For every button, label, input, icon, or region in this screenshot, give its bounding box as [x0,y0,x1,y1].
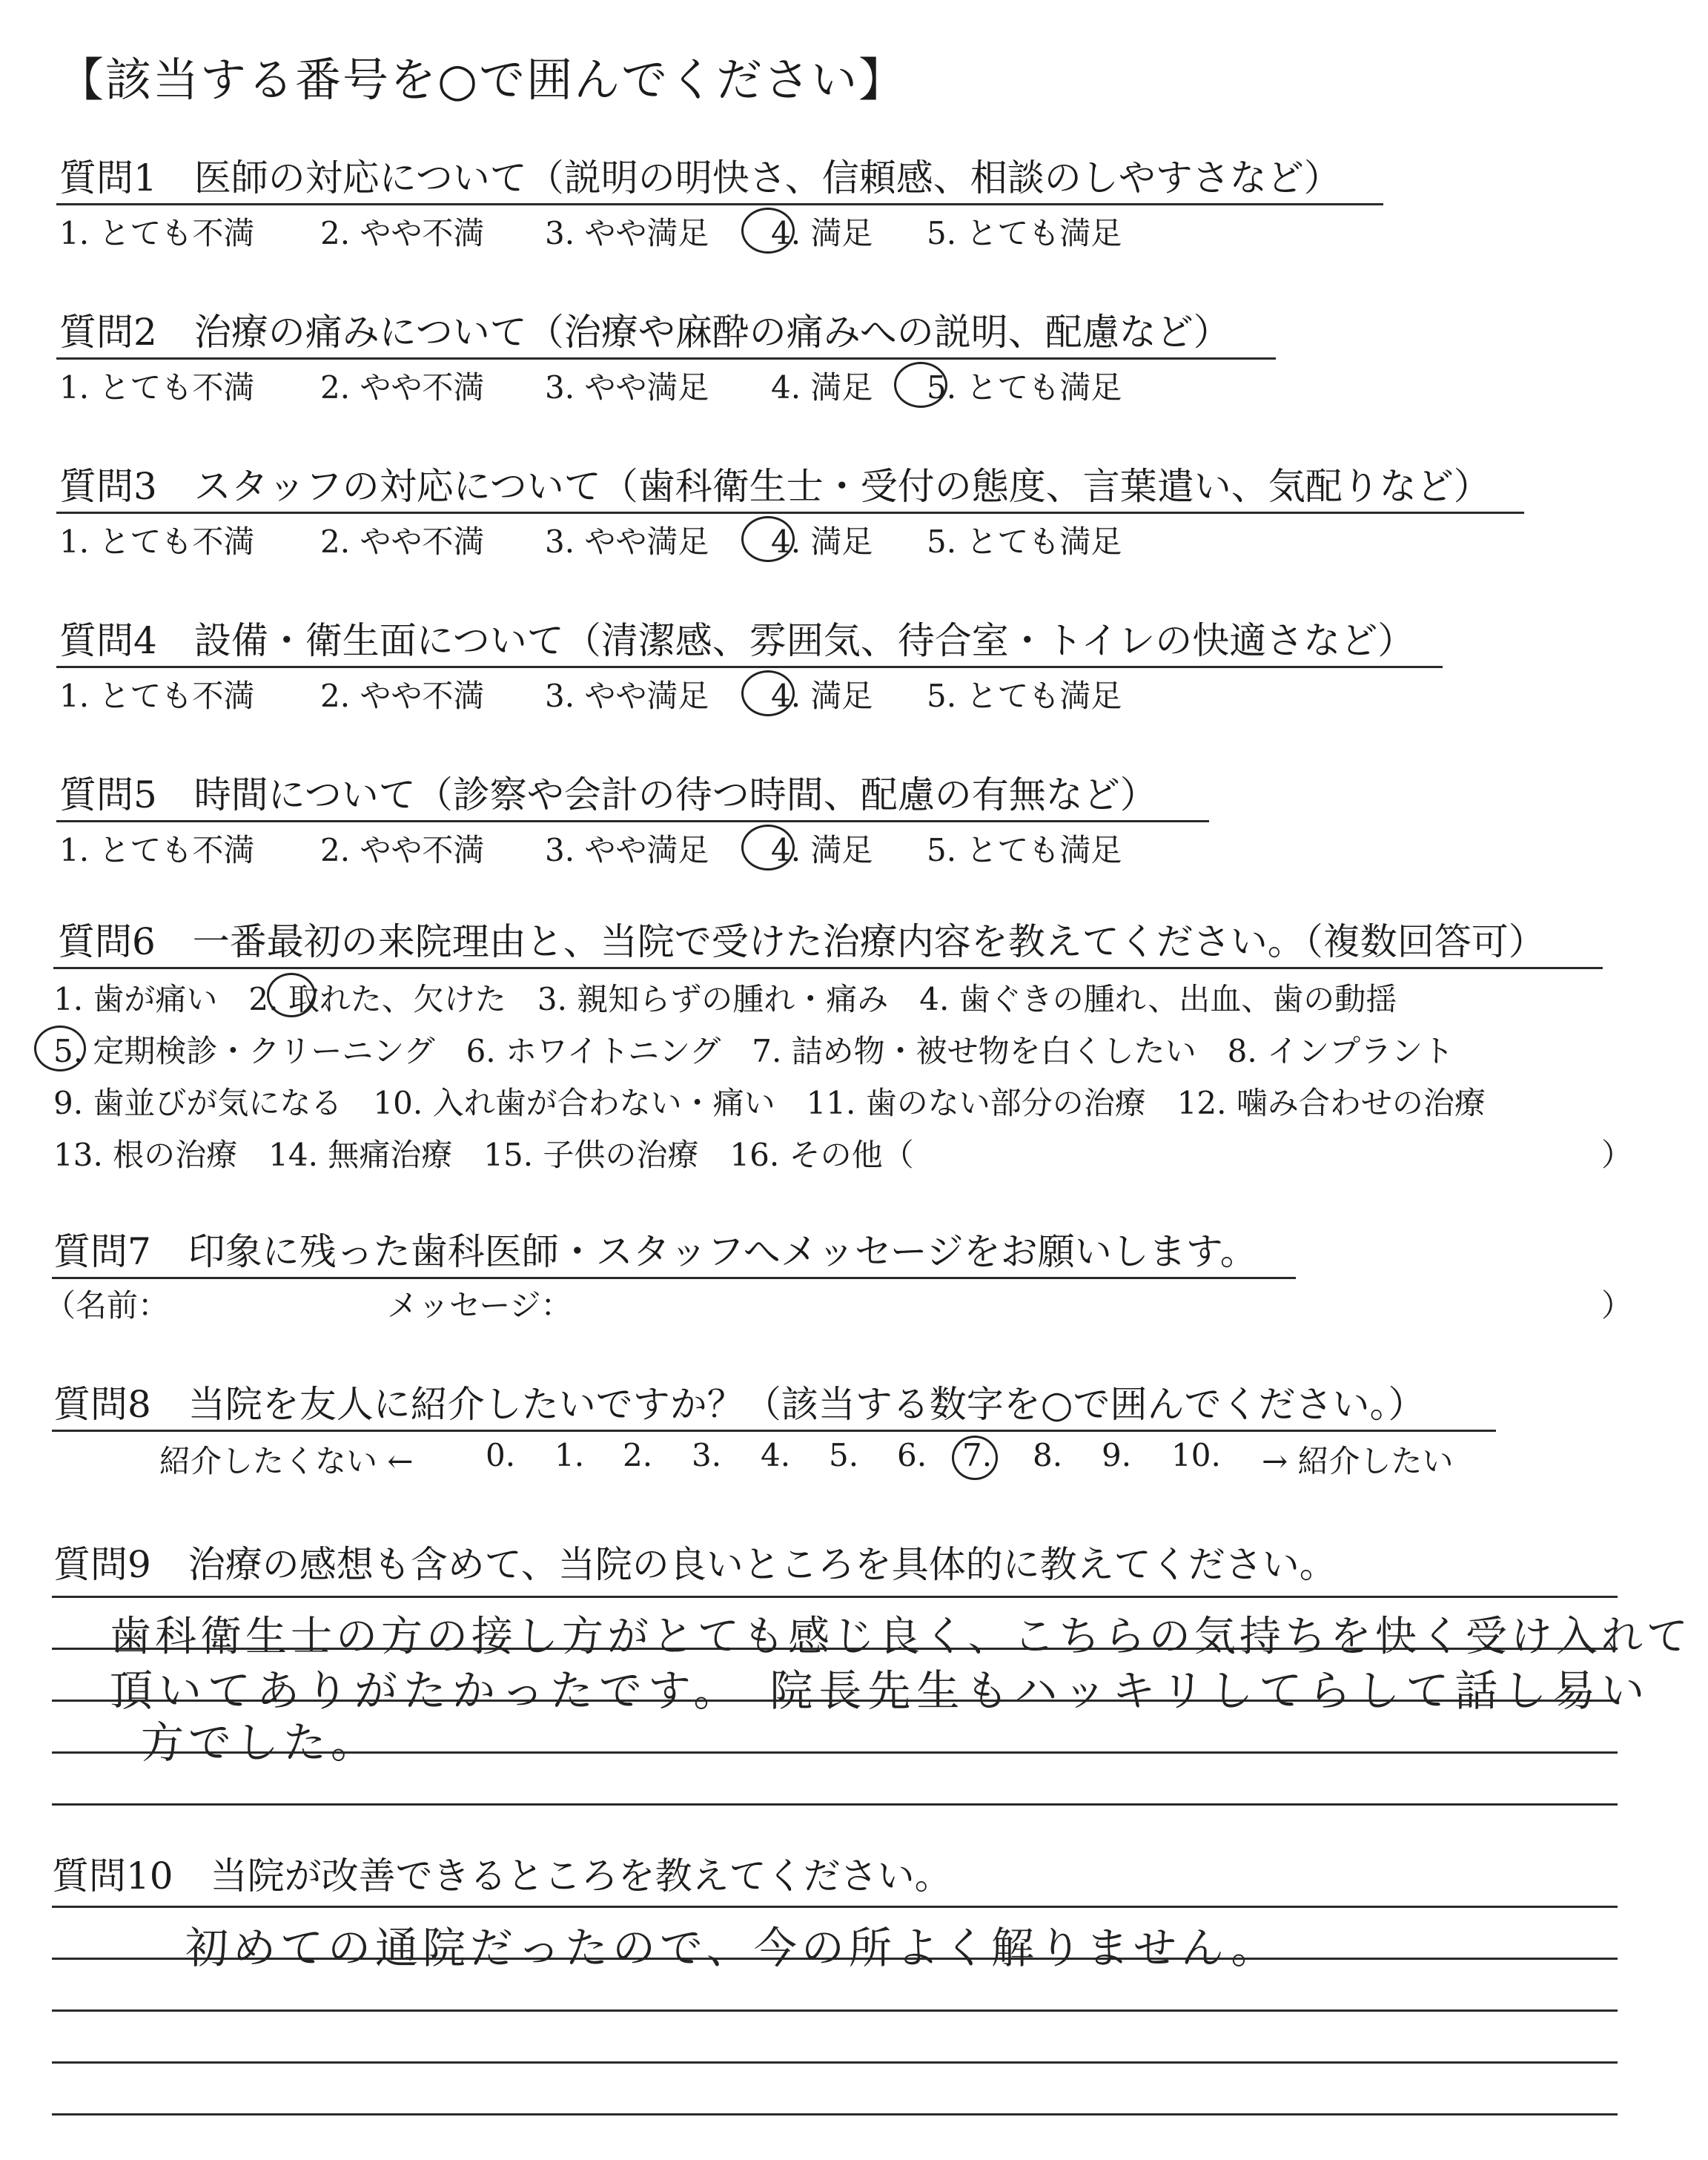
q9-answer-line-2: 頂いてありがたかったです。 院長先生もハッキリしてらして話し易い [110,1665,1651,1716]
q1-option-5: 5. とても満足 [927,215,1122,251]
q8-number-7: 7. [962,1437,993,1473]
q5-selected-circle [741,825,795,871]
q8-number-4: 4. [761,1437,791,1473]
q9-answer-line-1: 歯科衛生士の方の接し方がとても感じ良く、こちらの気持ちを快く受け入れて [110,1613,1692,1661]
q10-line-1 [52,1906,1618,1908]
q2-option-5: 5. とても満足 [927,369,1122,406]
q8-label: 質問8 当院を友人に紹介したいですか？（該当する数字を○で囲んでください。） [53,1383,1426,1426]
q3-option-1: 1. とても不満 [59,524,255,560]
q5-underline [56,820,1209,822]
q8-number-2: 2. [623,1437,653,1473]
q8-number-10: 10. [1171,1437,1221,1473]
q9-line-5 [52,1803,1618,1806]
q8-left-label: 紹介したくない ← [159,1443,414,1479]
q9-line-1 [52,1596,1618,1598]
q1-underline [56,203,1383,205]
q8-number-0: 0. [486,1437,516,1473]
q6-selected-circle-2 [267,973,316,1017]
q3-option-5: 5. とても満足 [927,524,1122,560]
q8-number-5: 5. [829,1437,859,1473]
q3-underline [56,512,1524,514]
q7-underline [52,1277,1296,1279]
q8-number-1: 1. [555,1437,585,1473]
q6-row-4-close: ） [1601,1137,1633,1173]
q3-option-3: 3. やや満足 [545,524,709,560]
q3-option-4: 4. 満足 [771,524,873,560]
q4-option-5: 5. とても満足 [927,678,1122,714]
q3-selected-circle [741,516,795,562]
q7-name-label: （名前： [44,1287,170,1324]
q1-option-3: 3. やや満足 [545,215,709,251]
q7-message-label: メッセージ： [387,1287,572,1324]
q10-label: 質問10 当院が改善できるところを教えてください。 [52,1855,952,1898]
q10-line-5 [52,2113,1618,2116]
q8-number-6: 6. [897,1437,927,1473]
q1-label: 質問1 医師の対応について（説明の明快さ、信頼感、相談のしやすさなど） [59,156,1341,199]
q1-selected-circle [741,208,795,254]
q3-label: 質問3 スタッフの対応について（歯科衛生士・受付の態度、言葉遣い、気配りなど） [59,465,1491,508]
q4-option-4: 4. 満足 [771,678,873,714]
q2-label: 質問2 治療の痛みについて（治療や麻酔の痛みへの説明、配慮など） [59,311,1231,354]
q2-option-3: 3. やや満足 [545,369,709,406]
q4-label: 質問4 設備・衛生面について（清潔感、雰囲気、待合室・トイレの快適さなど） [59,619,1415,662]
q6-selected-circle-5 [34,1025,86,1071]
q4-option-2: 2. やや不満 [320,678,485,714]
q2-option-2: 2. やや不満 [320,369,485,406]
q4-selected-circle [741,670,795,716]
q5-option-3: 3. やや満足 [545,832,709,868]
q6-row-2: 5. 定期検診・クリーニング 6. ホワイトニング 7. 詰め物・被せ物を白くしたい 8. インプラント [53,1033,1454,1069]
q8-right-label: → 紹介したい [1262,1443,1454,1479]
q2-option-4: 4. 満足 [771,369,873,406]
q6-row-3: 9. 歯並びが気になる 10. 入れ歯が合わない・痛い 11. 歯のない部分の治療 12. 噛み合わせの治療 [53,1085,1486,1121]
q8-underline [52,1430,1496,1432]
q5-option-5: 5. とても満足 [927,832,1122,868]
q8-selected-circle [952,1436,998,1480]
q5-option-4: 4. 満足 [771,832,873,868]
q10-line-4 [52,2061,1618,2064]
q4-option-3: 3. やや満足 [545,678,709,714]
page-title: 【該当する番号を○で囲んでください】 [58,53,907,107]
q2-underline [56,357,1276,360]
q6-row-1: 1. 歯が痛い 2. 取れた、欠けた 3. 親知らずの腫れ・痛み 4. 歯ぐきの腫れ、出血、歯の動揺 [53,981,1397,1017]
q4-option-1: 1. とても不満 [59,678,255,714]
q5-label: 質問5 時間について（診察や会計の待つ時間、配慮の有無など） [59,773,1157,816]
q8-number-9: 9. [1102,1437,1132,1473]
q8-number-8: 8. [1033,1437,1063,1473]
q6-label: 質問6 一番最初の来院理由と、当院で受けた治療内容を教えてください。（複数回答可） [58,920,1546,963]
q2-selected-circle [894,362,947,408]
q8-number-3: 3. [692,1437,722,1473]
q1-option-4: 4. 満足 [771,215,873,251]
q5-option-2: 2. やや不満 [320,832,485,868]
q9-answer-line-3: 方でした。 [141,1717,379,1768]
q3-option-2: 2. やや不満 [320,524,485,560]
q10-answer-line-1: 初めての通院だったので、今の所よく解りません。 [185,1923,1279,1973]
q7-close: ） [1601,1287,1633,1324]
q1-option-2: 2. やや不満 [320,215,485,251]
q10-line-3 [52,2009,1618,2012]
q6-underline [53,967,1603,969]
q7-label: 質問7 印象に残った歯科医師・スタッフへメッセージをお願いします。 [53,1230,1257,1273]
q6-row-4: 13. 根の治療 14. 無痛治療 15. 子供の治療 16. その他（ [53,1137,914,1173]
q1-option-1: 1. とても不満 [59,215,255,251]
q2-option-1: 1. とても不満 [59,369,255,406]
q4-underline [56,666,1443,668]
q9-label: 質問9 治療の感想も含めて、当院の良いところを具体的に教えてください。 [53,1543,1337,1586]
q5-option-1: 1. とても不満 [59,832,255,868]
